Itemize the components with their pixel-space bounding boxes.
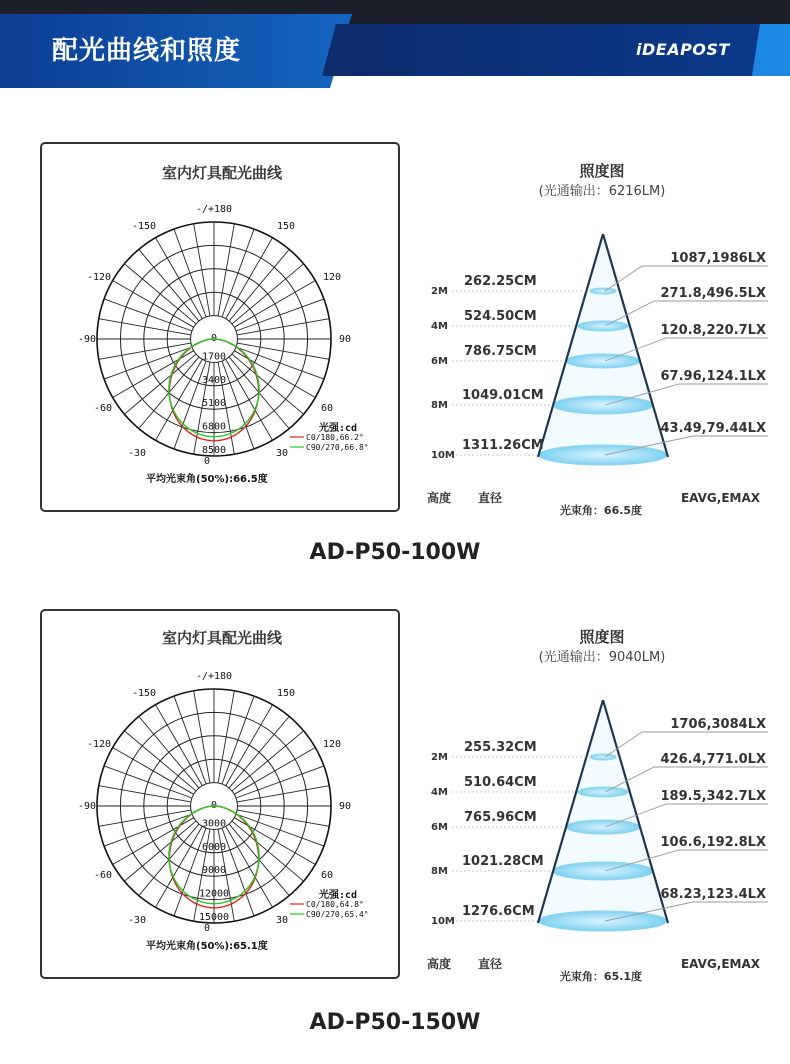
column-lux-header: EAVG,EMAX xyxy=(680,491,760,505)
diameter-label: 510.64CM xyxy=(464,775,537,790)
polar-spoke xyxy=(237,319,329,335)
polar-spoke xyxy=(218,691,234,783)
column-diameter-header: 直径 xyxy=(478,491,503,505)
polar-spoke xyxy=(236,814,324,846)
polar-spoke xyxy=(237,786,329,802)
polar-ring-label: 8500 xyxy=(201,445,227,456)
polar-spoke xyxy=(236,299,324,331)
legend-label: C90/270,66.8° xyxy=(306,443,369,452)
diameter-label: 524.50CM xyxy=(464,309,537,324)
polar-spoke xyxy=(174,696,206,784)
polar-angle-label: 150 xyxy=(276,221,296,232)
illuminance-ellipse xyxy=(539,445,667,465)
polar-spoke xyxy=(222,828,254,916)
illuminance-panel-2 xyxy=(412,618,790,998)
polar-angle-label: -60 xyxy=(93,870,113,881)
illuminance-ellipse xyxy=(553,862,653,880)
polar-angle-label: -60 xyxy=(93,403,113,414)
lux-label: 43.49,79.44LX xyxy=(660,421,766,436)
polar-spoke xyxy=(237,810,329,826)
polar-title-1: 室内灯具配光曲线 xyxy=(161,164,282,182)
polar-spoke xyxy=(99,343,191,359)
polar-diagram-2 xyxy=(42,611,402,981)
illum-title-1: 照度图 xyxy=(579,162,625,180)
polar-angle-label: 120 xyxy=(322,739,342,750)
illuminance-ellipse xyxy=(578,787,628,797)
polar-angle-label: 150 xyxy=(276,688,296,699)
polar-ring-label: 1700 xyxy=(201,351,227,363)
diameter-label: 262.25CM xyxy=(464,274,537,289)
lux-label: 120.8,220.7LX xyxy=(660,323,766,338)
polar-ring-label: 15000 xyxy=(198,912,230,923)
polar-angle-label: 30 xyxy=(275,448,289,459)
lux-label: 426.4,771.0LX xyxy=(660,752,766,767)
polar-spoke xyxy=(104,814,192,846)
brand-logo: iDEAPOST xyxy=(636,40,730,59)
legend-label: C90/270,65.4° xyxy=(306,910,369,919)
diameter-label: 1021.28CM xyxy=(462,854,544,869)
polar-spoke xyxy=(222,696,254,784)
diameter-label: 1049.01CM xyxy=(462,388,544,403)
polar-spoke xyxy=(104,299,192,331)
illum-title-2: 照度图 xyxy=(579,628,625,646)
illuminance-ellipse xyxy=(566,820,640,834)
polar-angle-label: 0 xyxy=(203,456,211,467)
polar-spoke xyxy=(174,229,206,317)
polar-angle-label: -150 xyxy=(131,221,157,232)
polar-angle-label: -30 xyxy=(127,915,147,926)
illuminance-cone-1 xyxy=(412,152,790,532)
diameter-label: 1276.6CM xyxy=(462,904,535,919)
illuminance-panel-1 xyxy=(412,152,790,532)
polar-spoke xyxy=(104,766,192,798)
polar-spoke xyxy=(104,347,192,379)
legend-label: C0/180,66.2° xyxy=(306,433,364,442)
lux-label: 1087,1986LX xyxy=(670,251,766,266)
polar-angle-label: -/+180 xyxy=(195,671,233,682)
polar-ring-label: 6000 xyxy=(201,841,227,853)
column-height-header: 高度 xyxy=(427,491,452,505)
height-label: 4M xyxy=(431,321,448,332)
illuminance-ellipse xyxy=(590,288,616,294)
polar-spoke xyxy=(194,224,210,316)
model-label-2: AD-P50-150W xyxy=(309,1010,481,1035)
beam-angle-label: 光束角：66.5度 xyxy=(559,504,643,517)
page-title: 配光曲线和照度 xyxy=(52,36,242,66)
polar-ring-label: 9000 xyxy=(201,865,227,877)
illum-subtitle-1: (光通输出：6216LM) xyxy=(538,184,666,199)
polar-ring-label: 5100 xyxy=(201,398,227,410)
polar-angle-label: 60 xyxy=(320,870,334,881)
polar-angle-label: 30 xyxy=(275,915,289,926)
polar-chart-panel-1 xyxy=(40,142,400,512)
diameter-label: 255.32CM xyxy=(464,740,537,755)
lux-label: 1706,3084LX xyxy=(670,717,766,732)
average-beam-angle: 平均光束角(50%):65.1度 xyxy=(146,941,268,952)
polar-spoke xyxy=(237,343,329,359)
illuminance-ellipse xyxy=(539,911,667,931)
polar-angle-label: 60 xyxy=(320,403,334,414)
illuminance-ellipse xyxy=(553,396,653,414)
polar-angle-label: -30 xyxy=(127,448,147,459)
lux-label: 271.8,496.5LX xyxy=(660,286,766,301)
polar-spoke xyxy=(99,810,191,826)
height-label: 10M xyxy=(431,916,455,927)
polar-angle-label: 0 xyxy=(210,800,218,811)
polar-chart-panel-2 xyxy=(40,609,400,979)
illuminance-ellipse xyxy=(590,754,616,760)
lux-label: 68.23,123.4LX xyxy=(660,887,766,902)
polar-spoke xyxy=(194,691,210,783)
polar-spoke xyxy=(222,229,254,317)
polar-angle-label: 120 xyxy=(322,272,342,283)
average-beam-angle: 平均光束角(50%):66.5度 xyxy=(146,474,268,485)
height-label: 6M xyxy=(431,822,448,833)
polar-angle-label: -120 xyxy=(86,739,112,750)
polar-angle-label: -/+180 xyxy=(195,204,233,215)
height-label: 2M xyxy=(431,286,448,297)
height-label: 8M xyxy=(431,866,448,877)
polar-spoke xyxy=(236,766,324,798)
polar-angle-label: 90 xyxy=(338,801,352,812)
height-label: 8M xyxy=(431,400,448,411)
polar-spoke xyxy=(222,361,254,449)
polar-ring-label: 3000 xyxy=(201,818,227,830)
column-diameter-header: 直径 xyxy=(478,957,503,971)
height-label: 6M xyxy=(431,356,448,367)
column-height-header: 高度 xyxy=(427,957,452,971)
illum-subtitle-2: (光通输出：9040LM) xyxy=(538,650,666,665)
lux-label: 189.5,342.7LX xyxy=(660,789,766,804)
polar-angle-label: -90 xyxy=(77,801,97,812)
polar-angle-label: -90 xyxy=(77,334,97,345)
lux-label: 67.96,124.1LX xyxy=(660,369,766,384)
polar-angle-label: -150 xyxy=(131,688,157,699)
polar-spoke xyxy=(99,786,191,802)
diameter-label: 765.96CM xyxy=(464,810,537,825)
illuminance-ellipse xyxy=(566,354,640,368)
lux-label: 106.6,192.8LX xyxy=(660,835,766,850)
polar-ring-label: 12000 xyxy=(198,888,230,900)
polar-ring-label: 3400 xyxy=(201,374,227,386)
polar-spoke xyxy=(99,319,191,335)
polar-angle-label: 90 xyxy=(338,334,352,345)
column-lux-header: EAVG,EMAX xyxy=(680,957,760,971)
intensity-unit-label: 光强:cd xyxy=(319,890,358,901)
polar-spoke xyxy=(236,347,324,379)
beam-angle-label: 光束角：65.1度 xyxy=(559,970,643,983)
polar-spoke xyxy=(218,224,234,316)
height-label: 4M xyxy=(431,787,448,798)
polar-angle-label: -120 xyxy=(86,272,112,283)
diameter-label: 786.75CM xyxy=(464,344,537,359)
intensity-unit-label: 光强:cd xyxy=(319,423,358,434)
model-label-1: AD-P50-100W xyxy=(309,540,481,565)
height-label: 10M xyxy=(431,450,455,461)
polar-angle-label: 0 xyxy=(210,333,218,344)
height-label: 2M xyxy=(431,752,448,763)
diameter-label: 1311.26CM xyxy=(462,438,544,453)
polar-ring-label: 6800 xyxy=(201,421,227,433)
polar-title-2: 室内灯具配光曲线 xyxy=(161,629,282,647)
illuminance-cone-2 xyxy=(412,618,790,998)
polar-diagram-1 xyxy=(42,144,402,514)
illuminance-ellipse xyxy=(578,321,628,331)
polar-angle-label: 0 xyxy=(203,923,211,934)
legend-label: C0/180,64.8° xyxy=(306,900,364,909)
